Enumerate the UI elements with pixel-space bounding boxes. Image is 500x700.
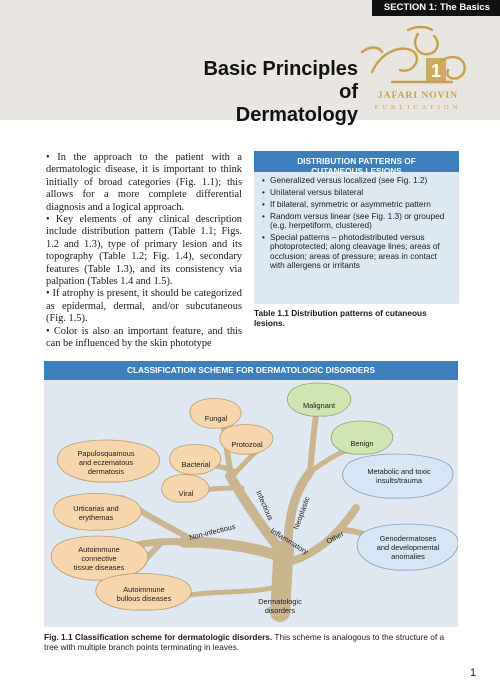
branch-label-neoplastic: Neoplastic <box>291 495 312 531</box>
distribution-table <box>254 151 459 304</box>
body-paragraph: • Key elements of any clinical description include distribution pattern (Table 1.1; Figs. 1.2 and 1.3), type of primary lesion and its topography (Table 1.2; Fig. 1.4), secondary features (Table 1.3), and its consistency via palpation (Tables 1.4 and 1.5). <box>46 214 242 288</box>
label-urticarias-2: erythemas <box>78 513 114 522</box>
green-leaves <box>287 383 393 454</box>
logo-name: JAFARI NOVIN <box>377 91 459 101</box>
body-paragraph-text: Key elements of any clinical description include distribution pattern (Table 1.1; Figs. 1.2 and 1.3), type of primary lesion and its topography (Table 1.2; Fig. 1.4), secondary features (Table 1.3), and its consistency via palpation (Tables 1.4 and 1.5). <box>46 214 242 288</box>
body-paragraph: • Color is also an important feature, and this can be influenced by the skin phototype <box>46 325 242 350</box>
label-papulosquamous-1: Papulosquamous <box>77 449 135 458</box>
figure-box <box>44 361 458 627</box>
branch-label-infectious: Infectious <box>254 489 276 522</box>
label-urticarias-1: Urticarias and <box>73 504 119 513</box>
list-item: • Generalized versus localized (see Fig. 1.2) <box>262 176 451 185</box>
list-item: • Unilateral versus bilateral <box>262 188 451 197</box>
chapter-number: 1 <box>430 61 442 81</box>
distribution-table-header <box>254 151 459 176</box>
label-fungal: Fungal <box>204 414 228 423</box>
chapter-title-line2: Dermatology <box>235 104 358 126</box>
label-protozoal: Protozoal <box>231 440 263 449</box>
body-paragraph-text: In the approach to the patient with a dermatologic disease, it is important to think initially of broad categories (Fig. 1.1); this allows for a more complete differential diagnosis and a logical approach. <box>46 152 242 213</box>
label-autoimmune-ct-3: tissue diseases <box>73 563 125 572</box>
figure-title: CLASSIFICATION SCHEME FOR DERMATOLOGIC DISORDERS <box>44 361 458 380</box>
list-item: • If bilateral, symmetric or asymmetric pattern <box>262 200 451 209</box>
label-malignant: Malignant <box>302 401 336 410</box>
logo-sub: PUBLICATION <box>374 104 462 111</box>
branch-label-other: Other <box>324 529 346 546</box>
label-genodermatoses-2: and developmental <box>376 543 440 552</box>
label-autoimmune-bullous-1: Autoimmune <box>123 585 165 594</box>
figure-caption-bold: Fig. 1.1 Classification scheme for dermatologic disorders. <box>44 632 273 642</box>
logo-emblem-icon <box>352 22 484 92</box>
table-caption: Table 1.1 Distribution patterns of cutaneous lesions. <box>254 308 427 328</box>
label-autoimmune-ct-1: Autoimmune <box>78 545 120 554</box>
label-metabolic-1: Metabolic and toxic <box>367 467 431 476</box>
list-item: • Special patterns – photodistributed versus photoprotected; along cleavage lines; areas of occlusion; areas of pressure; areas in contact with allergens or irritants <box>262 233 451 271</box>
chapter-title <box>180 58 358 127</box>
label-genodermatoses-3: anomalies <box>391 552 425 561</box>
trunk-label-1: Dermatologic <box>258 597 302 606</box>
label-papulosquamous-3: dermatosis <box>87 467 125 476</box>
list-item: • Random versus linear (see Fig. 1.3) or grouped (e.g. herpetiform, clustered) <box>262 212 451 231</box>
label-autoimmune-ct-2: connective <box>81 554 117 563</box>
body-text <box>46 152 242 351</box>
label-viral: Viral <box>178 489 194 498</box>
leaf-benign <box>331 421 393 454</box>
figure-caption-text: This scheme is analogous to the structure of a tree with multiple branch points terminating in leaves. <box>44 632 445 653</box>
chapter-title-line1: Basic Principles of <box>203 58 358 103</box>
leaf-malignant <box>287 383 351 416</box>
figure-caption <box>44 632 458 652</box>
branch-label-inflammatory: Inflammatory <box>268 526 310 557</box>
publisher-logo <box>352 22 484 116</box>
distribution-title-line2: CUTANEOUS LESIONS <box>311 166 402 176</box>
section-label: SECTION 1: The Basics <box>372 0 500 16</box>
classification-tree <box>44 380 458 627</box>
body-paragraph-text: Color is also an important feature, and this can be influenced by the skin phototype <box>46 325 242 350</box>
body-paragraph-text: If atrophy is present, it should be categorized as epidermal, dermal, and/or subcutaneous (Fig. 1.5). <box>46 288 242 325</box>
body-paragraph: • In the approach to the patient with a dermatologic disease, it is important to think initially of broad categories (Fig. 1.1); this allows for a more complete differential diagnosis and a logical approach. <box>46 152 242 213</box>
distribution-title-line1: DISTRIBUTION PATTERNS OF <box>297 156 416 166</box>
label-metabolic-2: insults/trauma <box>375 476 423 485</box>
label-genodermatoses-1: Genodermatoses <box>379 534 437 543</box>
trunk-label-2: disorders <box>264 606 296 615</box>
label-autoimmune-bullous-2: bullous diseases <box>116 594 172 603</box>
page-number: 1 <box>470 667 477 679</box>
label-benign: Benign <box>350 439 374 448</box>
distribution-list <box>254 172 459 271</box>
label-bacterial: Bacterial <box>181 460 211 469</box>
body-paragraph: • If atrophy is present, it should be categorized as epidermal, dermal, and/or subcutaneous (Fig. 1.5). <box>46 288 242 325</box>
label-papulosquamous-2: and eczematous <box>78 458 134 467</box>
branch-label-non-infectious: Non-infectious <box>188 521 237 542</box>
